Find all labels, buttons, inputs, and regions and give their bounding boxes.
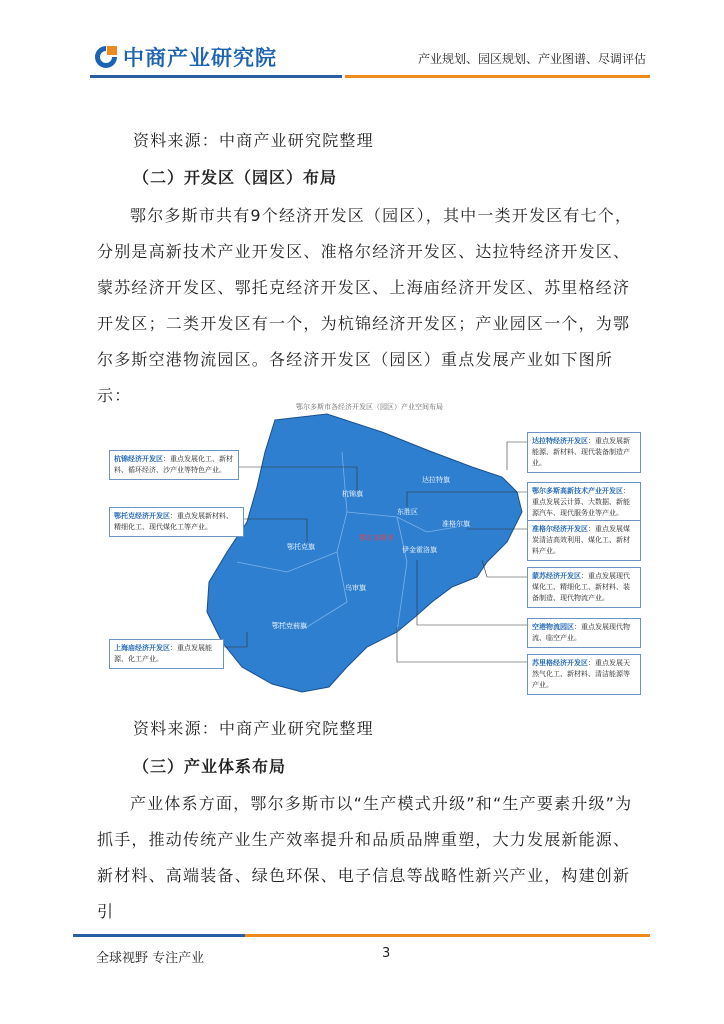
source-note: 资料来源：中商产业研究院整理 [133,131,374,150]
map-label: 鄂托克旗 [287,543,315,551]
callout-box: 达拉特经济开发区：重点发展新能源、新材料、现代装备制造产业。 [527,432,641,473]
callout-box: 准格尔经济开发区：重点发展煤炭清洁高效利用、煤化工、新材料产业。 [527,520,641,561]
map-label: 准格尔旗 [442,520,470,528]
map-label: 杭锦旗 [342,490,363,498]
brand-logo [93,42,277,72]
logo-icon [93,44,119,70]
logo-text: 中商产业研究院 [123,46,277,70]
industry-layout-map-figure [97,392,642,700]
callout-box: 蒙苏经济开发区：重点发展现代煤化工、精细化工、新材料、装备制造、现代物流产业。 [527,567,641,608]
callout-box: 杭锦经济开发区：重点发展化工、新材料、循环经济、沙产业等特色产业。 [109,450,239,480]
map-region-shape [207,414,522,692]
callout-box: 上海庙经济开发区：重点发展能源、化工产业。 [109,639,224,669]
callout-box: 空港物流园区：重点发展现代物流、临空产业。 [527,618,641,648]
map-label: 达拉特旗 [422,476,450,484]
callout-box: 苏里格经济开发区：重点发展天然气化工、新材料、清洁能源等产业。 [527,654,641,695]
map-label: 鄂托克前旗 [272,622,307,630]
page-header [0,0,724,80]
body-paragraph: 产业体系方面，鄂尔多斯市以“生产模式升级”和“生产要素升级”为抓手，推动传统产业生产效率提升和品质品牌重塑，大力发展新能源、新材料、高端装备、绿色环保、电子信息等战略性新兴产业，构建创新引 [97,794,633,921]
section-heading: （三）产业体系布局 [133,757,287,776]
map-label: 东胜区 [397,508,418,516]
callout-box: 鄂尔多斯高新技术产业开发区：重点发展云计算、大数据、新能源汽车、现代服务业等产业。 [527,482,641,523]
map-label-capital: 鄂尔多斯市 [359,534,394,542]
section-heading: （二）开发区（园区）布局 [133,168,338,187]
callout-box: 鄂托克经济开发区：重点发展新材料、精细化工、现代煤化工等产业。 [109,507,244,537]
footer-divider-orange [245,934,650,937]
footer-divider-blue [73,934,245,937]
map-label: 乌审旗 [345,584,366,592]
map-label: 伊金霍洛旗 [402,546,437,554]
header-tagline: 产业规划、园区规划、产业图谱、尽调评估 [417,52,646,66]
header-divider-blue [90,75,342,78]
body-paragraph: 鄂尔多斯市共有9个经济开发区（园区），其中一类开发区有七个，分别是高新技术产业开发区、准格尔经济开发区、达拉特经济开发区、蒙苏经济开发区、鄂托克经济开发区、上海庙经济开发区、苏里格经济开发区；二类开发区有一个，为杭锦经济开发区；产业园区一个，为鄂尔多斯空港物流园区。各经济开发区（园区）重点发展产业如下图所示： [97,206,633,405]
header-divider-orange [345,75,650,78]
page-number: 3 [382,946,391,961]
footer-slogan: 全球视野 专注产业 [96,951,205,966]
figure-title: 鄂尔多斯市各经济开发区（园区）产业空间布局 [296,403,443,411]
source-note: 资料来源：中商产业研究院整理 [133,719,374,738]
